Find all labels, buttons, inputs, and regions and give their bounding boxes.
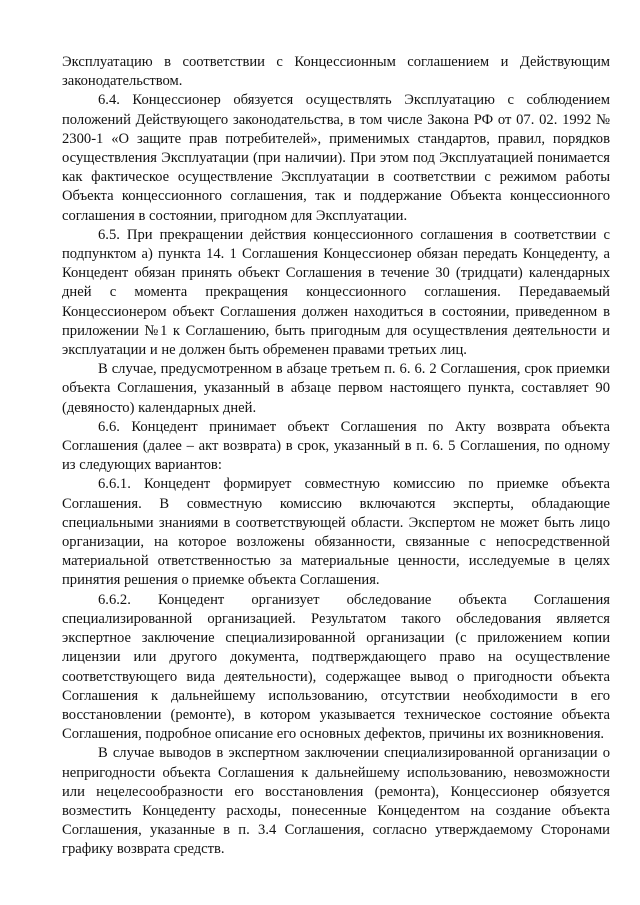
paragraph-6-6-1: 6.6.1. Концедент формирует совместную комиссию по приемке объекта Соглашения. В совместную комиссию включаются эксперты, обладающие специальными знаниями в соответствующей области. Экспертом не может быть лицо организации, на которое возложены обязанности, связанные с непосредственной материальной ответственностью за материальные ценности, исследуемые в целях принятия решения о приемке объекта Соглашения. — [62, 476, 610, 589]
paragraph-6-6: 6.6. Концедент принимает объект Соглашения по Акту возврата объекта Соглашения (далее – акт возврата) в срок, указанный в п. 6. 5 Соглашения, по одному из следующих вариантов: — [62, 418, 610, 474]
paragraph-acceptance-term: В случае, предусмотренном в абзаце третьем п. 6. 6. 2 Соглашения, срок приемки объекта Соглашения, указанный в абзаце первом настоящего пункта, составляет 90 (девяносто) календарных дней. — [62, 361, 610, 416]
paragraph-6-4: 6.4. Концессионер обязуется осуществлять Эксплуатацию с соблюдением положений Действующего законодательства, в том числе Закона РФ от 07. 02. 1992 № 2300-1 «О защите прав потребителей», применимых стандартов, правил, порядков осуществления Эксплуатации (при наличии). При этом под Эксплуатацией понимается как фактическое осуществление Эксплуатации в соответствии с режимом работы Объекта концессионного соглашения, так и поддержание Объекта концессионного соглашения в состоянии, пригодном для Эксплуатации. — [62, 92, 610, 224]
paragraph-6-6-2: 6.6.2. Концедент организует обследование объекта Соглашения специализированной организацией. Результатом такого обследования является экспертное заключение специализированной организации (с приложением копии лицензии или другого документа, подтверждающего право на осуществление соответствующего вида деятельности), содержащее вывод о пригодности объекта Соглашения к дальнейшему использованию, отсутствии необходимости в его восстановлении (ремонте), в котором указывается техническое состояние объекта Соглашения, подробное описание его основных дефектов, причины их возникновения. — [62, 591, 610, 743]
paragraph-6-5: 6.5. При прекращении действия концессионного соглашения в соответствии с подпунктом а) пункта 14. 1 Соглашения Концессионер обязан передать Концеденту, а Концедент обязан принять объект Соглашения в течение 30 (тридцати) календарных дней с момента прекращения концессионного соглашения. Передаваемый Концессионером объект Соглашения должен находиться в состоянии, приведенном в приложении №1 к Соглашению, быть пригодным для осуществления деятельности и эксплуатации и не должен быть обременен правами третьих лиц. — [62, 226, 610, 359]
paragraph-continuation: Эксплуатацию в соответствии с Концессионным соглашением и Действующим законодательством. — [62, 54, 610, 90]
paragraph-expert-conclusion: В случае выводов в экспертном заключении специализированной организации о непригодности объекта Соглашения к дальнейшему использованию, невозможности или нецелесообразности его восстановления (ремонта), Концессионер обязуется возместить Концеденту расходы, понесенные Концедентом на создание объекта Соглашения, указанные в п. 3.4 Соглашения, согласно утверждаемому Сторонами графику возврата средств. — [62, 745, 610, 858]
document-page — [62, 53, 610, 860]
